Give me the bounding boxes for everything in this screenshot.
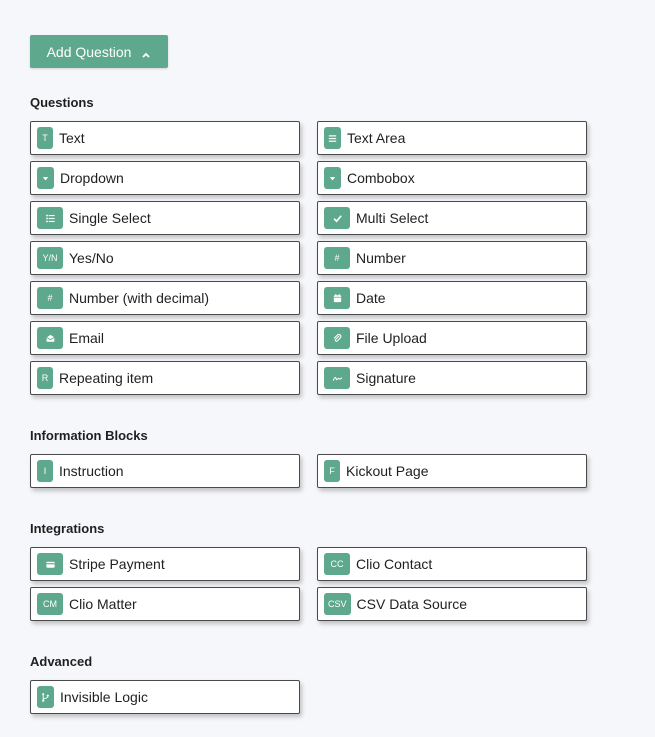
item-label: Invisible Logic	[60, 689, 148, 705]
repeat-icon: R	[37, 367, 53, 389]
clio-contact-icon: CC	[324, 553, 350, 575]
branch-icon	[37, 686, 54, 708]
question-type-text[interactable]	[30, 121, 300, 155]
section-title-information-blocks: Information Blocks	[30, 428, 148, 443]
item-label: Clio Matter	[69, 596, 137, 612]
hash-icon: #	[324, 247, 350, 269]
questions-grid	[30, 121, 590, 395]
question-type-repeating-item[interactable]	[30, 361, 300, 395]
block-type-instruction[interactable]	[30, 454, 300, 488]
chevron-up-icon	[141, 47, 151, 57]
calendar-icon	[324, 287, 350, 309]
add-question-label: Add Question	[46, 43, 132, 60]
instruction-icon: I	[37, 460, 53, 482]
item-label: Text	[59, 130, 85, 146]
item-label: Single Select	[69, 210, 151, 226]
question-type-signature[interactable]	[317, 361, 587, 395]
item-label: Number	[356, 250, 406, 266]
item-label: Stripe Payment	[69, 556, 165, 572]
item-label: Text Area	[347, 130, 406, 146]
section-title-questions: Questions	[30, 95, 94, 110]
item-label: Repeating item	[59, 370, 154, 386]
list-icon	[37, 207, 63, 229]
advanced-grid	[30, 680, 590, 714]
text-icon: T	[37, 127, 53, 149]
item-label: Instruction	[59, 463, 124, 479]
question-type-number-decimal[interactable]	[30, 281, 300, 315]
item-label: CSV Data Source	[356, 596, 468, 612]
question-type-yes-no[interactable]	[30, 241, 300, 275]
section-title-advanced: Advanced	[30, 654, 93, 669]
text-area-icon	[324, 127, 341, 149]
section-title-integrations: Integrations	[30, 521, 105, 536]
item-label: Multi Select	[356, 210, 429, 226]
question-type-email[interactable]	[30, 321, 300, 355]
item-label: File Upload	[356, 330, 427, 346]
integration-stripe-payment[interactable]	[30, 547, 300, 581]
question-type-dropdown[interactable]	[30, 161, 300, 195]
combobox-icon	[324, 167, 341, 189]
question-type-combobox[interactable]	[317, 161, 587, 195]
hash-icon: #	[37, 287, 63, 309]
item-label: Yes/No	[69, 250, 114, 266]
advanced-invisible-logic[interactable]	[30, 680, 300, 714]
item-label: Date	[356, 290, 386, 306]
information-blocks-grid	[30, 454, 590, 488]
item-label: Dropdown	[60, 170, 124, 186]
item-label: Email	[69, 330, 105, 346]
csv-icon: CSV	[324, 593, 351, 615]
credit-card-icon	[37, 553, 63, 575]
envelope-icon	[37, 327, 63, 349]
yes-no-icon: Y/N	[37, 247, 63, 269]
dropdown-icon	[37, 167, 54, 189]
question-type-number[interactable]	[317, 241, 587, 275]
question-type-multi-select[interactable]	[317, 201, 587, 235]
item-label: Combobox	[347, 170, 415, 186]
clio-matter-icon: CM	[37, 593, 63, 615]
item-label: Number (with decimal)	[69, 290, 210, 306]
integration-clio-matter[interactable]	[30, 587, 300, 621]
add-question-button[interactable]	[30, 35, 168, 68]
signature-icon	[324, 367, 350, 389]
item-label: Signature	[356, 370, 416, 386]
integration-clio-contact[interactable]	[317, 547, 587, 581]
block-type-kickout-page[interactable]	[317, 454, 587, 488]
kickout-icon: F	[324, 460, 340, 482]
question-type-file-upload[interactable]	[317, 321, 587, 355]
integration-csv-data-source[interactable]	[317, 587, 587, 621]
item-label: Kickout Page	[346, 463, 429, 479]
item-label: Clio Contact	[356, 556, 433, 572]
question-type-single-select[interactable]	[30, 201, 300, 235]
question-type-text-area[interactable]	[317, 121, 587, 155]
integrations-grid	[30, 547, 590, 621]
question-type-date[interactable]	[317, 281, 587, 315]
paperclip-icon	[324, 327, 350, 349]
checkmark-icon	[324, 207, 350, 229]
